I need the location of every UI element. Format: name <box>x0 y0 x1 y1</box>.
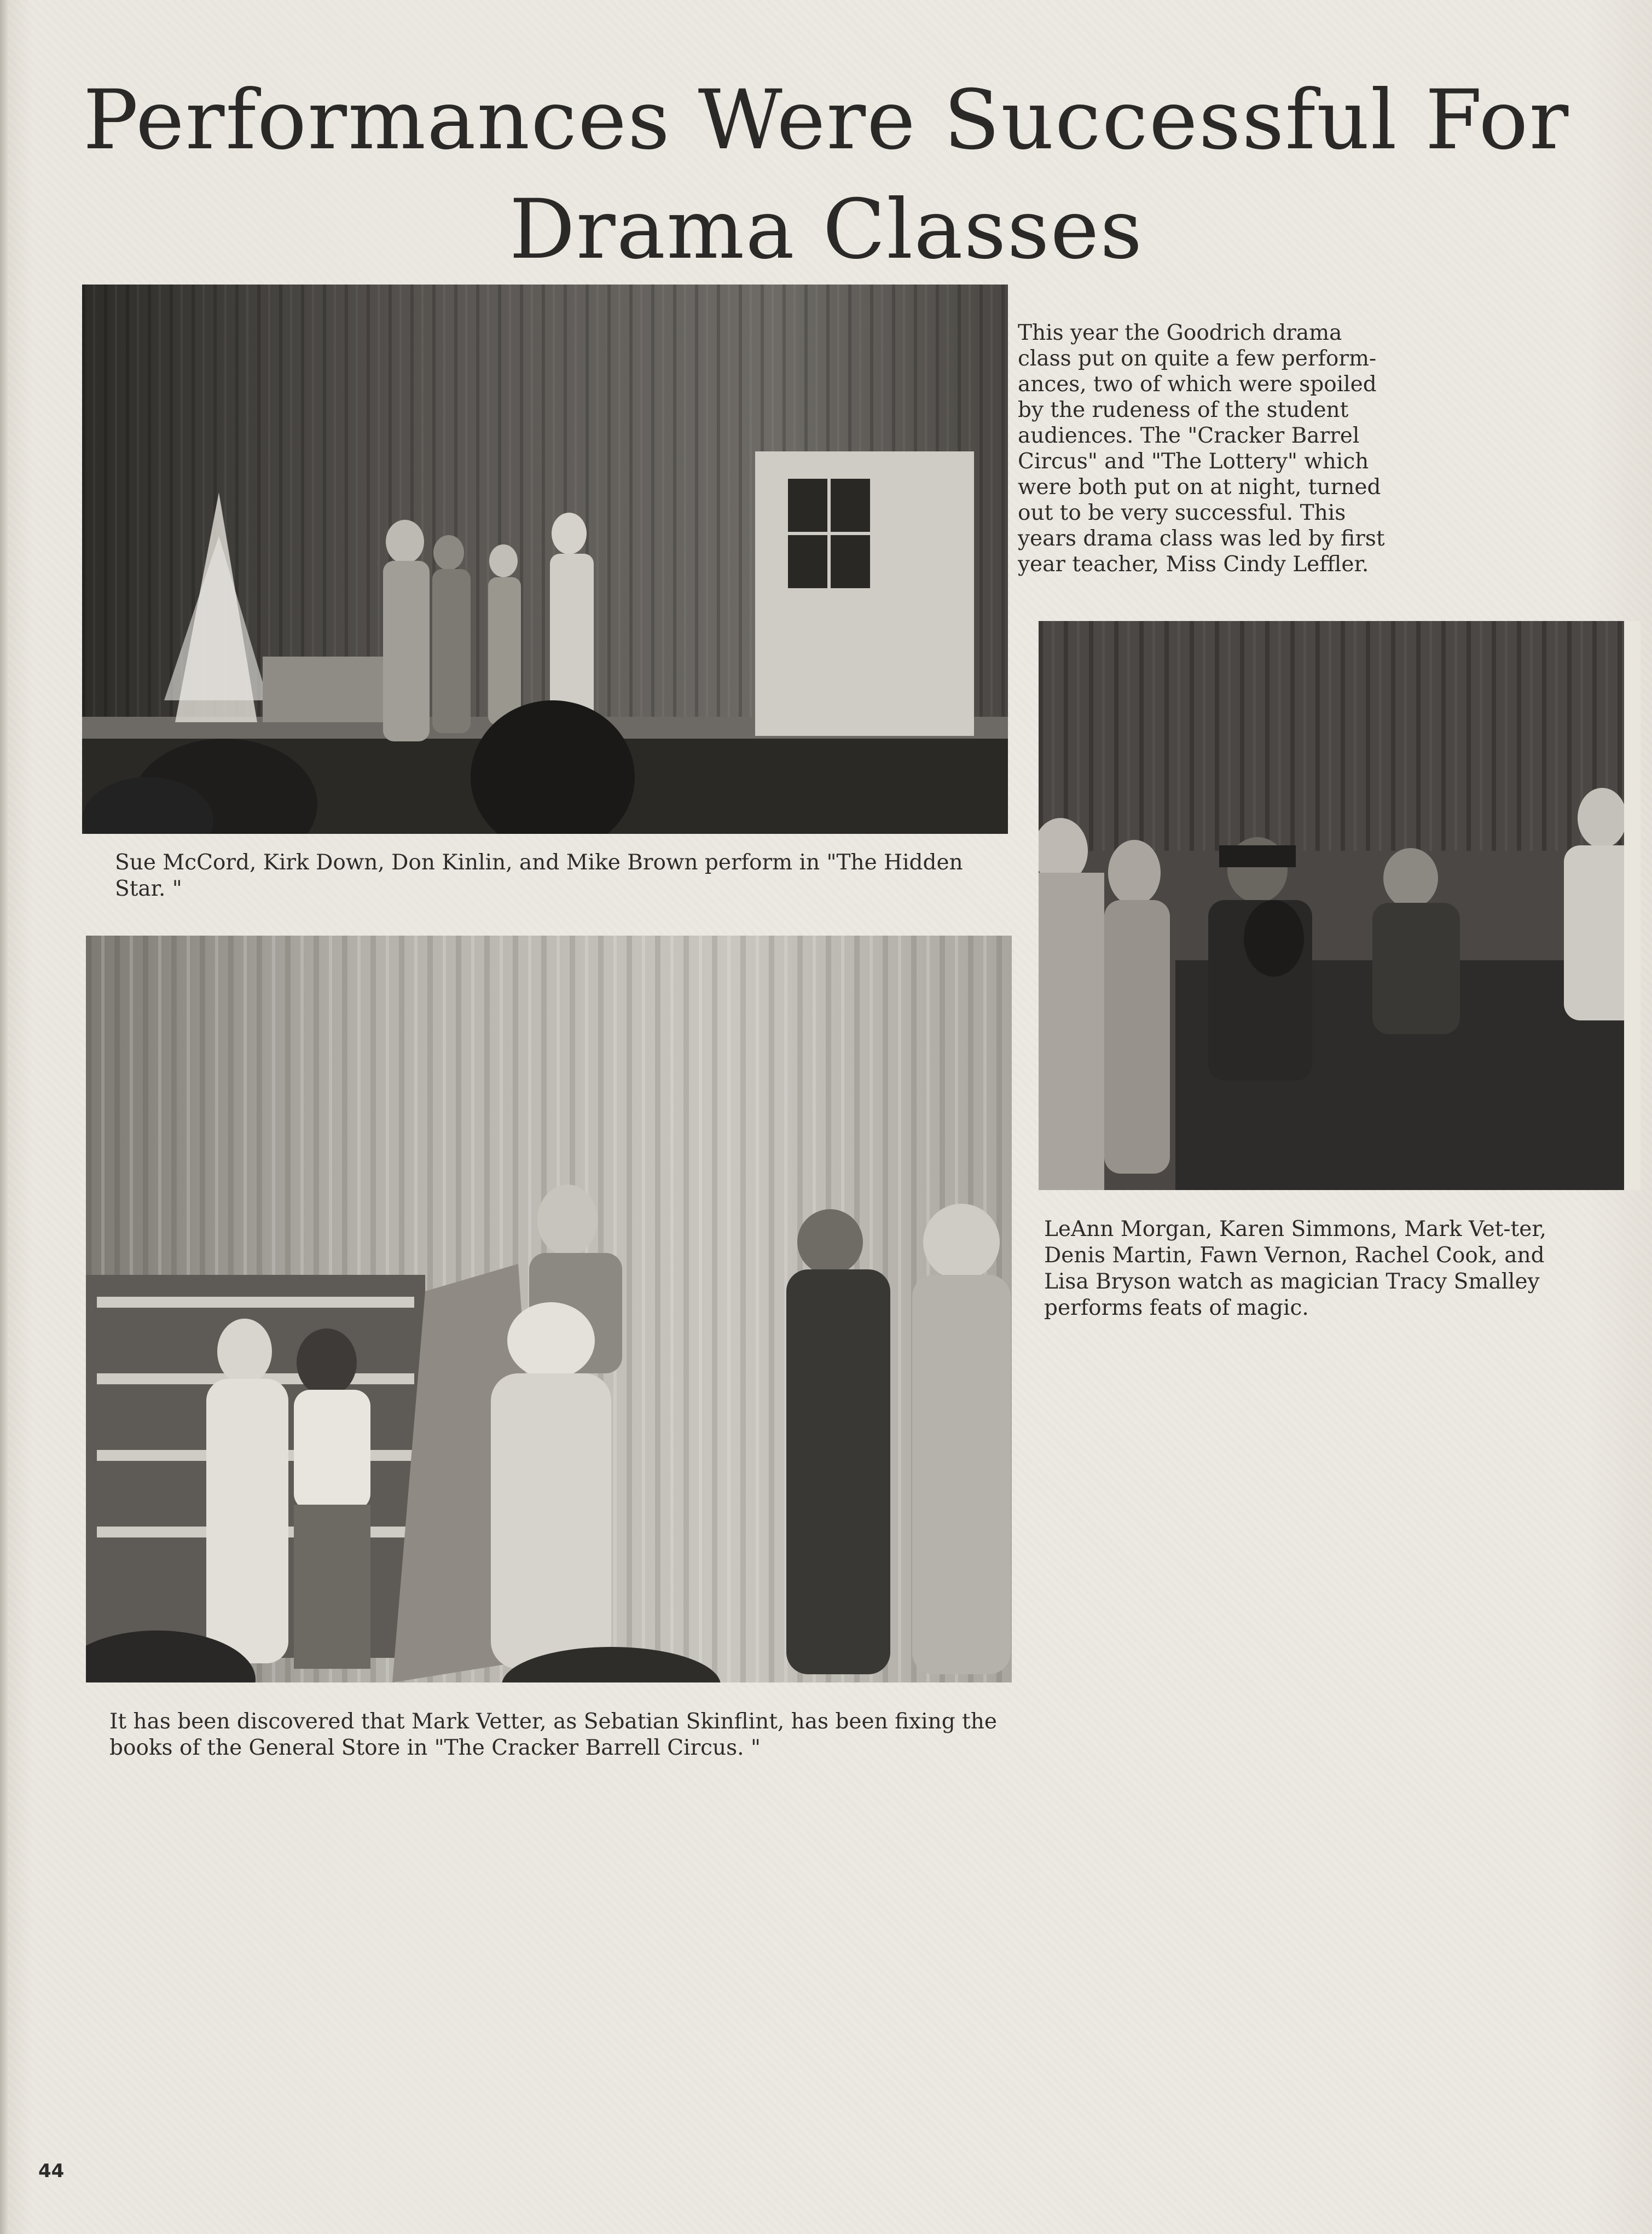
photo-magician <box>1039 621 1641 1190</box>
page-title <box>66 66 1587 285</box>
caption-magician: LeAnn Morgan, Karen Simmons, Mark Vet-ter, Denis Martin, Fawn Vernon, Rachel Cook, and Lisa Bryson watch as magician Tracy Smalley performs feats of magic. <box>1044 1217 1547 1320</box>
page-number: 44 <box>38 2160 65 2182</box>
photo-hidden-star <box>82 285 1008 834</box>
photo-hidden-star-image <box>82 285 1008 834</box>
photo-magician-image <box>1039 621 1641 1190</box>
photo-general-store-image <box>86 936 1012 1682</box>
article-body: This year the Goodrich drama class put on quite a few perform- ances, two of which were spoiled by the rudeness of the student audiences. The "Cracker Barrel Circus" and "The Lottery" which were both put on at night, turned out to be very successful. This years drama class was led by first year teacher, Miss Cindy Leffler. <box>1018 321 1385 577</box>
page-title-line-2: Drama Classes <box>509 182 1144 277</box>
page-title-line-1: Performances Were Successful For <box>83 73 1570 168</box>
page-edge <box>0 0 8 2234</box>
caption-hidden-star: Sue McCord, Kirk Down, Don Kinlin, and Mike Brown perform in "The Hidden Star. " <box>115 850 963 901</box>
photo-general-store <box>86 936 1012 1682</box>
caption-general-store: It has been discovered that Mark Vetter, as Sebatian Skinflint, has been fixing the books of the General Store in "The Cracker Barrell Circus. " <box>109 1709 997 1760</box>
